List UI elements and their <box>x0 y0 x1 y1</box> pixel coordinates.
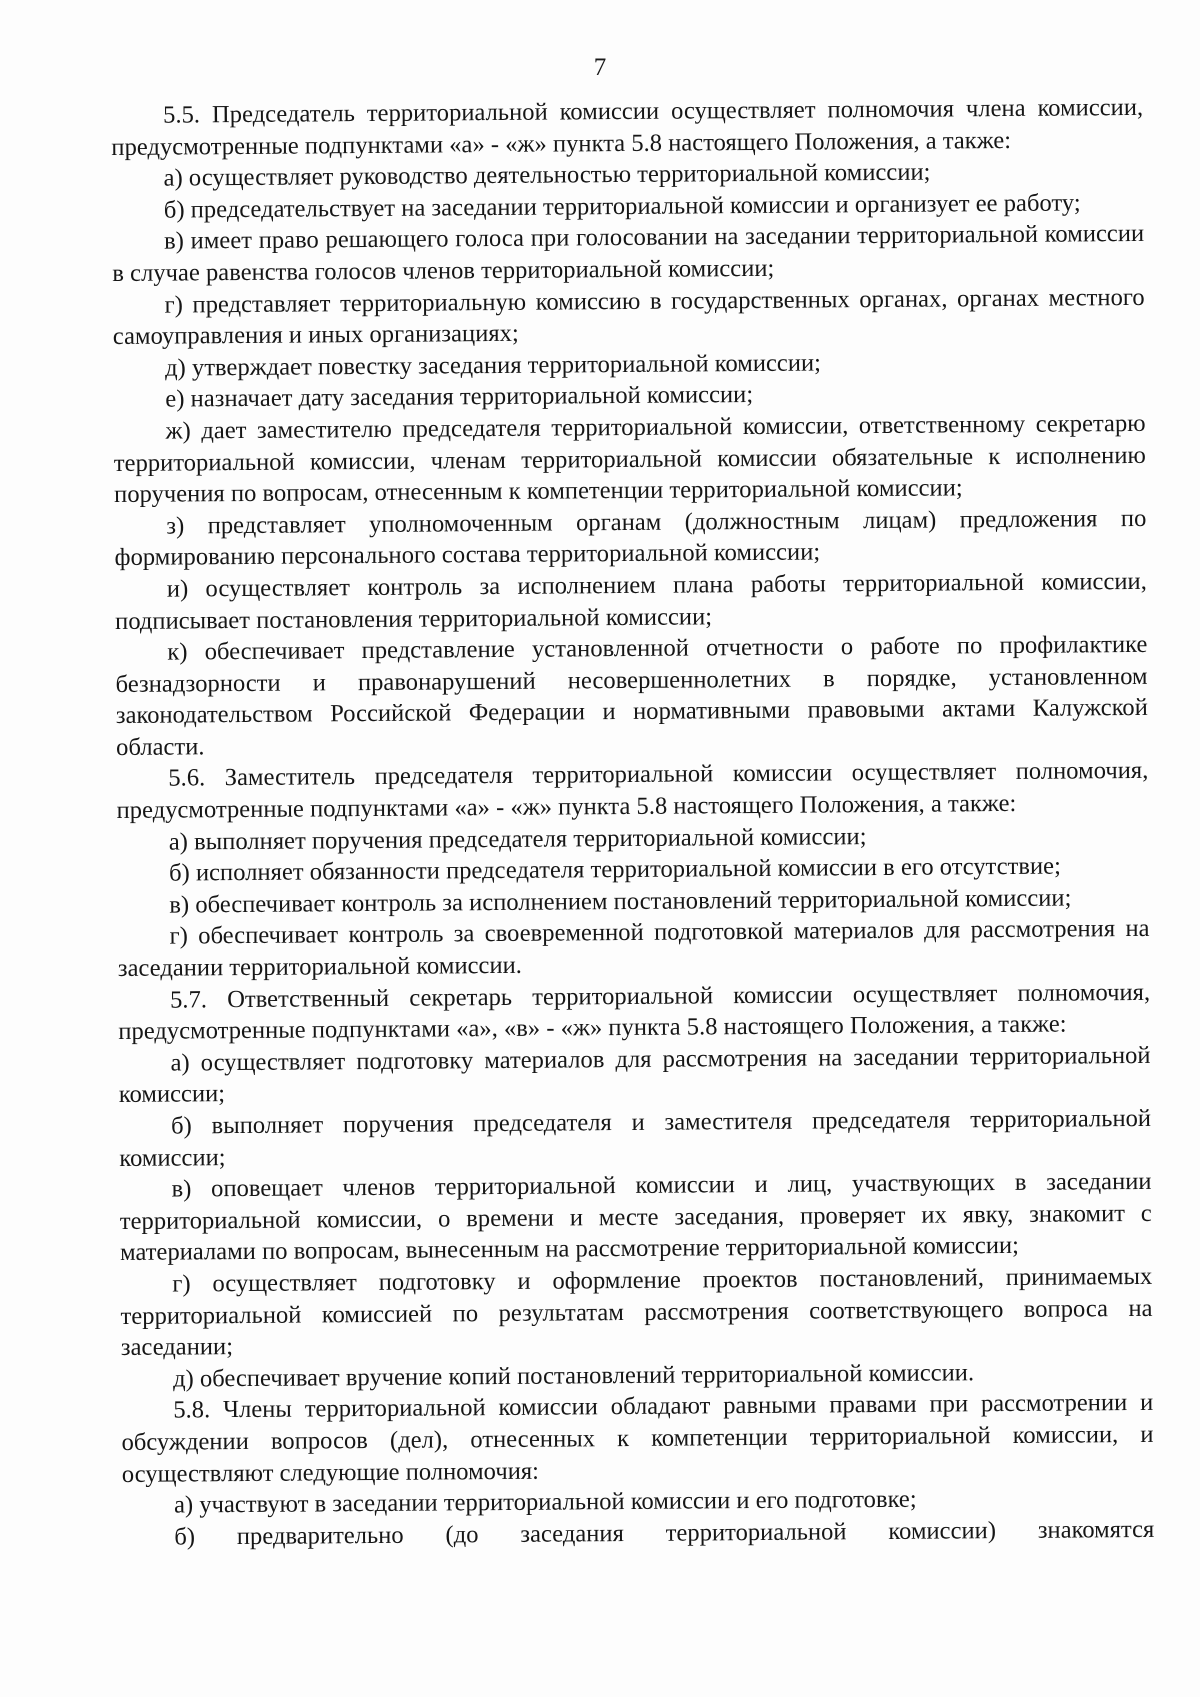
paragraph-5-8-b: б) предварительно (до заседания территориальной комиссии) знакомятся <box>174 1515 1155 1551</box>
paragraph-5-7-v: в) оповещает членов территориальной комиссии и лиц, участвующих в заседании территориальной комиссии, о времени и месте заседания, проверяет их явку, знакомит с материалами по вопросам, вынесенным на рассмотрение территориальной комиссии; <box>119 1168 1152 1267</box>
paragraph-5-6-b: б) исполняет обязанности председателя территориальной комиссии в его отсутствие; <box>168 852 1061 887</box>
page-number: 7 <box>593 54 607 81</box>
paragraph-5-5-d: д) утверждает повестку заседания территориальной комиссии; <box>164 349 822 382</box>
paragraph-5-5-b: б) председательствует на заседании территориальной комиссии и организует ее работу; <box>163 189 1081 224</box>
document-body <box>111 92 1154 1553</box>
paragraph-5-6: 5.6. Заместитель председателя территориальной комиссии осуществляет полномочия, предусмотренные подпунктами «а» - «ж» пункта 5.8 настоящего Положения, а также: <box>116 757 1149 825</box>
paragraph-5-7-d: д) обеспечивает вручение копий постановлений территориальной комиссии. <box>172 1359 975 1393</box>
paragraph-5-5-z: з) представляет уполномоченным органам (должностным лицам) предложения по формированию персонального состава территориальной комиссии; <box>114 504 1147 572</box>
paragraph-5-6-v: в) обеспечивает контроль за исполнением постановлений территориальной комиссии; <box>169 884 1072 919</box>
paragraph-5-7-b: б) выполняет поручения председателя и заместителя председателя территориальной комиссии; <box>119 1104 1152 1172</box>
paragraph-5-5-a: а) осуществляет руководство деятельностью территориальной комиссии; <box>163 158 931 192</box>
paragraph-5-5-g: г) представляет территориальную комиссию в государственных органах, органах местного самоуправления и иных организациях; <box>112 283 1145 351</box>
paragraph-5-5-zh: ж) дает заместителю председателя территориальной комиссии, ответственному секретарю территориальной комиссии, членам территориальной комиссии обязательные к исполнению поручения по вопросам, отнесенным к компетенции территориальной комиссии; <box>113 409 1146 509</box>
paragraph-5-5: 5.5. Председатель территориальной комиссии осуществляет полномочия члена комиссии, предусмотренные подпунктами «а» - «ж» пункта 5.8 настоящего Положения, а также: <box>111 93 1144 161</box>
paragraph-5-6-a: а) выполняет поручения председателя территориальной комиссии; <box>168 822 867 856</box>
paragraph-5-7-g: г) осуществляет подготовку и оформление проектов постановлений, принимаемых территориальной комиссией по результатам рассмотрения соответствующего вопроса на заседании; <box>120 1262 1153 1362</box>
paragraph-5-5-e: е) назначает дату заседания территориальной комиссии; <box>165 381 754 413</box>
paragraph-5-5-i: и) осуществляет контроль за исполнением плана работы территориальной комиссии, подписывает постановления территориальной комиссии; <box>114 567 1147 635</box>
paragraph-5-6-g: г) обеспечивает контроль за своевременной подготовкой материалов для рассмотрения на заседании территориальной комиссии. <box>117 915 1150 983</box>
paragraph-5-5-k: к) обеспечивает представление установленной отчетности о работе по профилактике безнадзорности и правонарушений несовершеннолетних в порядке, установленном законодательством Российской Федерации и нормативными правовыми актами Калужской области. <box>115 630 1148 761</box>
paragraph-5-8-a: а) участвуют в заседании территориальной комиссии и его подготовке; <box>173 1485 917 1519</box>
paragraph-5-7-a: а) осуществляет подготовку материалов для рассмотрения на заседании территориальной комиссии; <box>118 1041 1151 1109</box>
paragraph-5-8: 5.8. Члены территориальной комиссии обладают равными правами при рассмотрении и обсуждении вопросов (дел), отнесенных к компетенции территориальной комиссии, и осуществляют следующие полномочия: <box>121 1389 1154 1488</box>
paragraph-5-5-v: в) имеет право решающего голоса при голосовании на заседании территориальной комиссии в случае равенства голосов членов территориальной комиссии; <box>112 220 1145 287</box>
paragraph-5-7: 5.7. Ответственный секретарь территориальной комиссии осуществляет полномочия, предусмотренные подпунктами «а», «в» - «ж» пункта 5.8 настоящего Положения, а также: <box>118 978 1151 1046</box>
